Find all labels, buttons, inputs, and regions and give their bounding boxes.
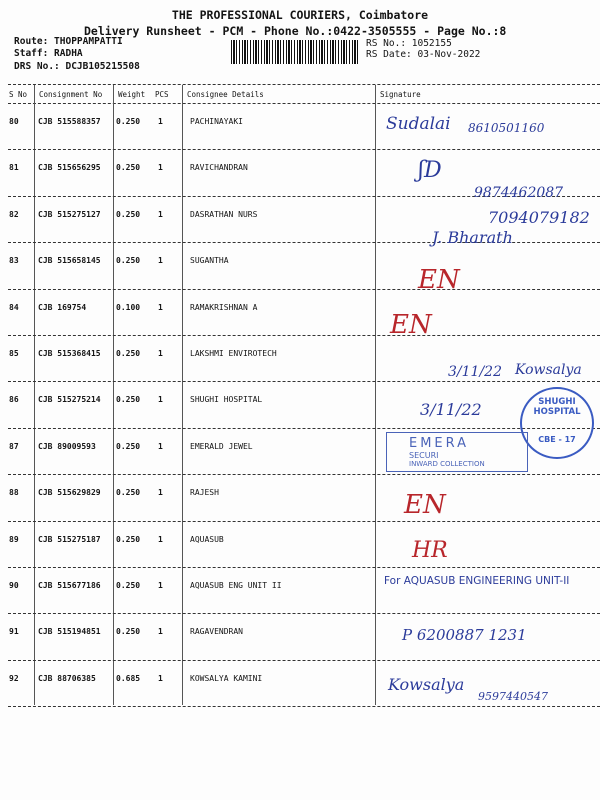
row-separator [8, 521, 600, 522]
row-separator [8, 706, 600, 707]
handwritten-phone: P 6200887 1231 [402, 626, 527, 644]
row-weight: 0.250 [116, 535, 141, 544]
row-sno: 82 [9, 210, 19, 219]
row-consignee: SHUGHI HOSPITAL [190, 395, 263, 404]
handwritten-mark: EN [404, 490, 446, 520]
row-consignment-no: CJB 515588357 [38, 117, 101, 126]
row-separator [8, 613, 600, 614]
row-consignment-no: CJB 515275127 [38, 210, 101, 219]
row-separator [8, 149, 600, 150]
column-divider [182, 85, 183, 705]
row-consignee: RAJESH [190, 488, 219, 497]
row-separator [8, 428, 600, 429]
row-consignment-no: CJB 515275187 [38, 535, 101, 544]
row-separator [8, 474, 600, 475]
row-weight: 0.250 [116, 210, 141, 219]
row-sno: 84 [9, 303, 19, 312]
stamp-hospital-place: CBE - 17 [538, 435, 576, 444]
row-weight: 0.685 [116, 674, 141, 683]
row-consignee: LAKSHMI ENVIROTECH [190, 349, 277, 358]
col-weight: Weight [118, 90, 146, 99]
row-sno: 91 [9, 627, 19, 636]
row-sno: 80 [9, 117, 19, 126]
row-consignee: PACHINAYAKI [190, 117, 243, 126]
handwritten-signature: J. Bharath [432, 228, 513, 247]
row-pcs: 1 [158, 674, 163, 683]
row-pcs: 1 [158, 627, 163, 636]
row-pcs: 1 [158, 395, 163, 404]
row-pcs: 1 [158, 210, 163, 219]
handwritten-phone: 9874462087 [474, 185, 564, 201]
handwritten-mark: EN [418, 265, 460, 295]
jewel-stamp [386, 432, 528, 472]
row-consignee: AQUASUB [190, 535, 224, 544]
row-consignment-no: CJB 515368415 [38, 349, 101, 358]
row-weight: 0.250 [116, 117, 141, 126]
stamp-hospital-name: SHUGHI HOSPITAL [533, 397, 581, 417]
row-sno: 90 [9, 581, 19, 590]
row-pcs: 1 [158, 163, 163, 172]
row-sno: 92 [9, 674, 19, 683]
row-consignment-no: CJB 515656295 [38, 163, 101, 172]
row-separator [8, 567, 600, 568]
stamp-jewel-line2: SECURI [409, 451, 439, 460]
row-consignee: RAVICHANDRAN [190, 163, 248, 172]
row-sno: 88 [9, 488, 19, 497]
drs-number: DRS No.: DCJB105215508 [14, 61, 140, 72]
barcode-image [231, 40, 359, 64]
handwritten-phone: 9597440547 [478, 690, 548, 703]
hospital-stamp [520, 387, 594, 459]
stamp-jewel-line1: EMERA [409, 436, 470, 451]
document-subtitle: Delivery Runsheet - PCM - Phone No.:0422-3505555 - Page No.:8 [84, 24, 507, 38]
row-separator [8, 335, 600, 336]
col-consignee: Consignee Details [187, 90, 264, 99]
row-pcs: 1 [158, 488, 163, 497]
row-consignee: RAMAKRISHNAN A [190, 303, 258, 312]
row-sno: 85 [9, 349, 19, 358]
row-weight: 0.250 [116, 256, 141, 265]
handwritten-mark: HR [412, 538, 448, 563]
handwritten-phone: 8610501160 [468, 121, 545, 135]
stamp-jewel-line3: INWARD COLLECTION [409, 460, 485, 468]
row-consignee: DASRATHAN NURS [190, 210, 258, 219]
row-consignment-no: CJB 89009593 [38, 442, 96, 451]
handwritten-date: 3/11/22 [420, 400, 482, 419]
row-weight: 0.250 [116, 163, 141, 172]
row-consignee: EMERALD JEWEL [190, 442, 253, 451]
row-sno: 81 [9, 163, 19, 172]
row-pcs: 1 [158, 442, 163, 451]
row-separator [8, 381, 600, 382]
row-pcs: 1 [158, 349, 163, 358]
row-separator [8, 289, 600, 290]
row-consignee: AQUASUB ENG UNIT II [190, 581, 282, 590]
row-weight: 0.250 [116, 488, 141, 497]
row-weight: 0.250 [116, 627, 141, 636]
row-consignee: RAGAVENDRAN [190, 627, 243, 636]
row-weight: 0.250 [116, 349, 141, 358]
row-consignment-no: CJB 515677186 [38, 581, 101, 590]
row-consignment-no: CJB 88706385 [38, 674, 96, 683]
row-pcs: 1 [158, 303, 163, 312]
row-pcs: 1 [158, 256, 163, 265]
column-divider [375, 85, 376, 705]
row-consignee: SUGANTHA [190, 256, 229, 265]
row-sno: 89 [9, 535, 19, 544]
row-weight: 0.250 [116, 442, 141, 451]
rs-number: RS No.: 1052155 [366, 38, 452, 49]
row-pcs: 1 [158, 535, 163, 544]
column-divider [34, 85, 35, 705]
row-consignment-no: CJB 169754 [38, 303, 87, 312]
handwritten-signature: Kowsalya [515, 362, 582, 378]
col-sno: S No [9, 90, 28, 99]
handwritten-mark: EN [390, 310, 432, 340]
row-weight: 0.250 [116, 395, 141, 404]
aquasub-stamp: For AQUASUB ENGINEERING UNIT-II [384, 575, 570, 587]
document-title: THE PROFESSIONAL COURIERS, Coimbatore [171, 8, 429, 22]
handwritten-initials: ʃD [418, 158, 442, 183]
row-consignment-no: CJB 515629829 [38, 488, 101, 497]
column-divider [113, 85, 114, 705]
row-sno: 87 [9, 442, 19, 451]
row-consignment-no: CJB 515658145 [38, 256, 101, 265]
row-weight: 0.100 [116, 303, 141, 312]
handwritten-signature: Kowsalya [388, 675, 465, 694]
handwritten-signature: Sudalai [386, 114, 451, 134]
rs-date: RS Date: 03-Nov-2022 [366, 49, 481, 60]
row-consignment-no: CJB 515275214 [38, 395, 101, 404]
row-consignee: KOWSALYA KAMINI [190, 674, 263, 683]
header-bottom-rule [8, 103, 600, 104]
row-pcs: 1 [158, 117, 163, 126]
route-label: Route: THOPPAMPATTI [14, 36, 123, 47]
row-separator [8, 660, 600, 661]
row-sno: 86 [9, 395, 19, 404]
staff-label: Staff: RADHA [14, 48, 83, 59]
handwritten-phone: 7094079182 [488, 208, 590, 227]
header-top-rule [8, 84, 600, 85]
row-sno: 83 [9, 256, 19, 265]
handwritten-date: 3/11/22 [448, 364, 502, 380]
row-consignment-no: CJB 515194851 [38, 627, 101, 636]
col-consignment: Consignment No [39, 90, 103, 99]
row-pcs: 1 [158, 581, 163, 590]
row-weight: 0.250 [116, 581, 141, 590]
col-signature: Signature [380, 90, 421, 99]
col-pcs: PCS [155, 90, 169, 99]
